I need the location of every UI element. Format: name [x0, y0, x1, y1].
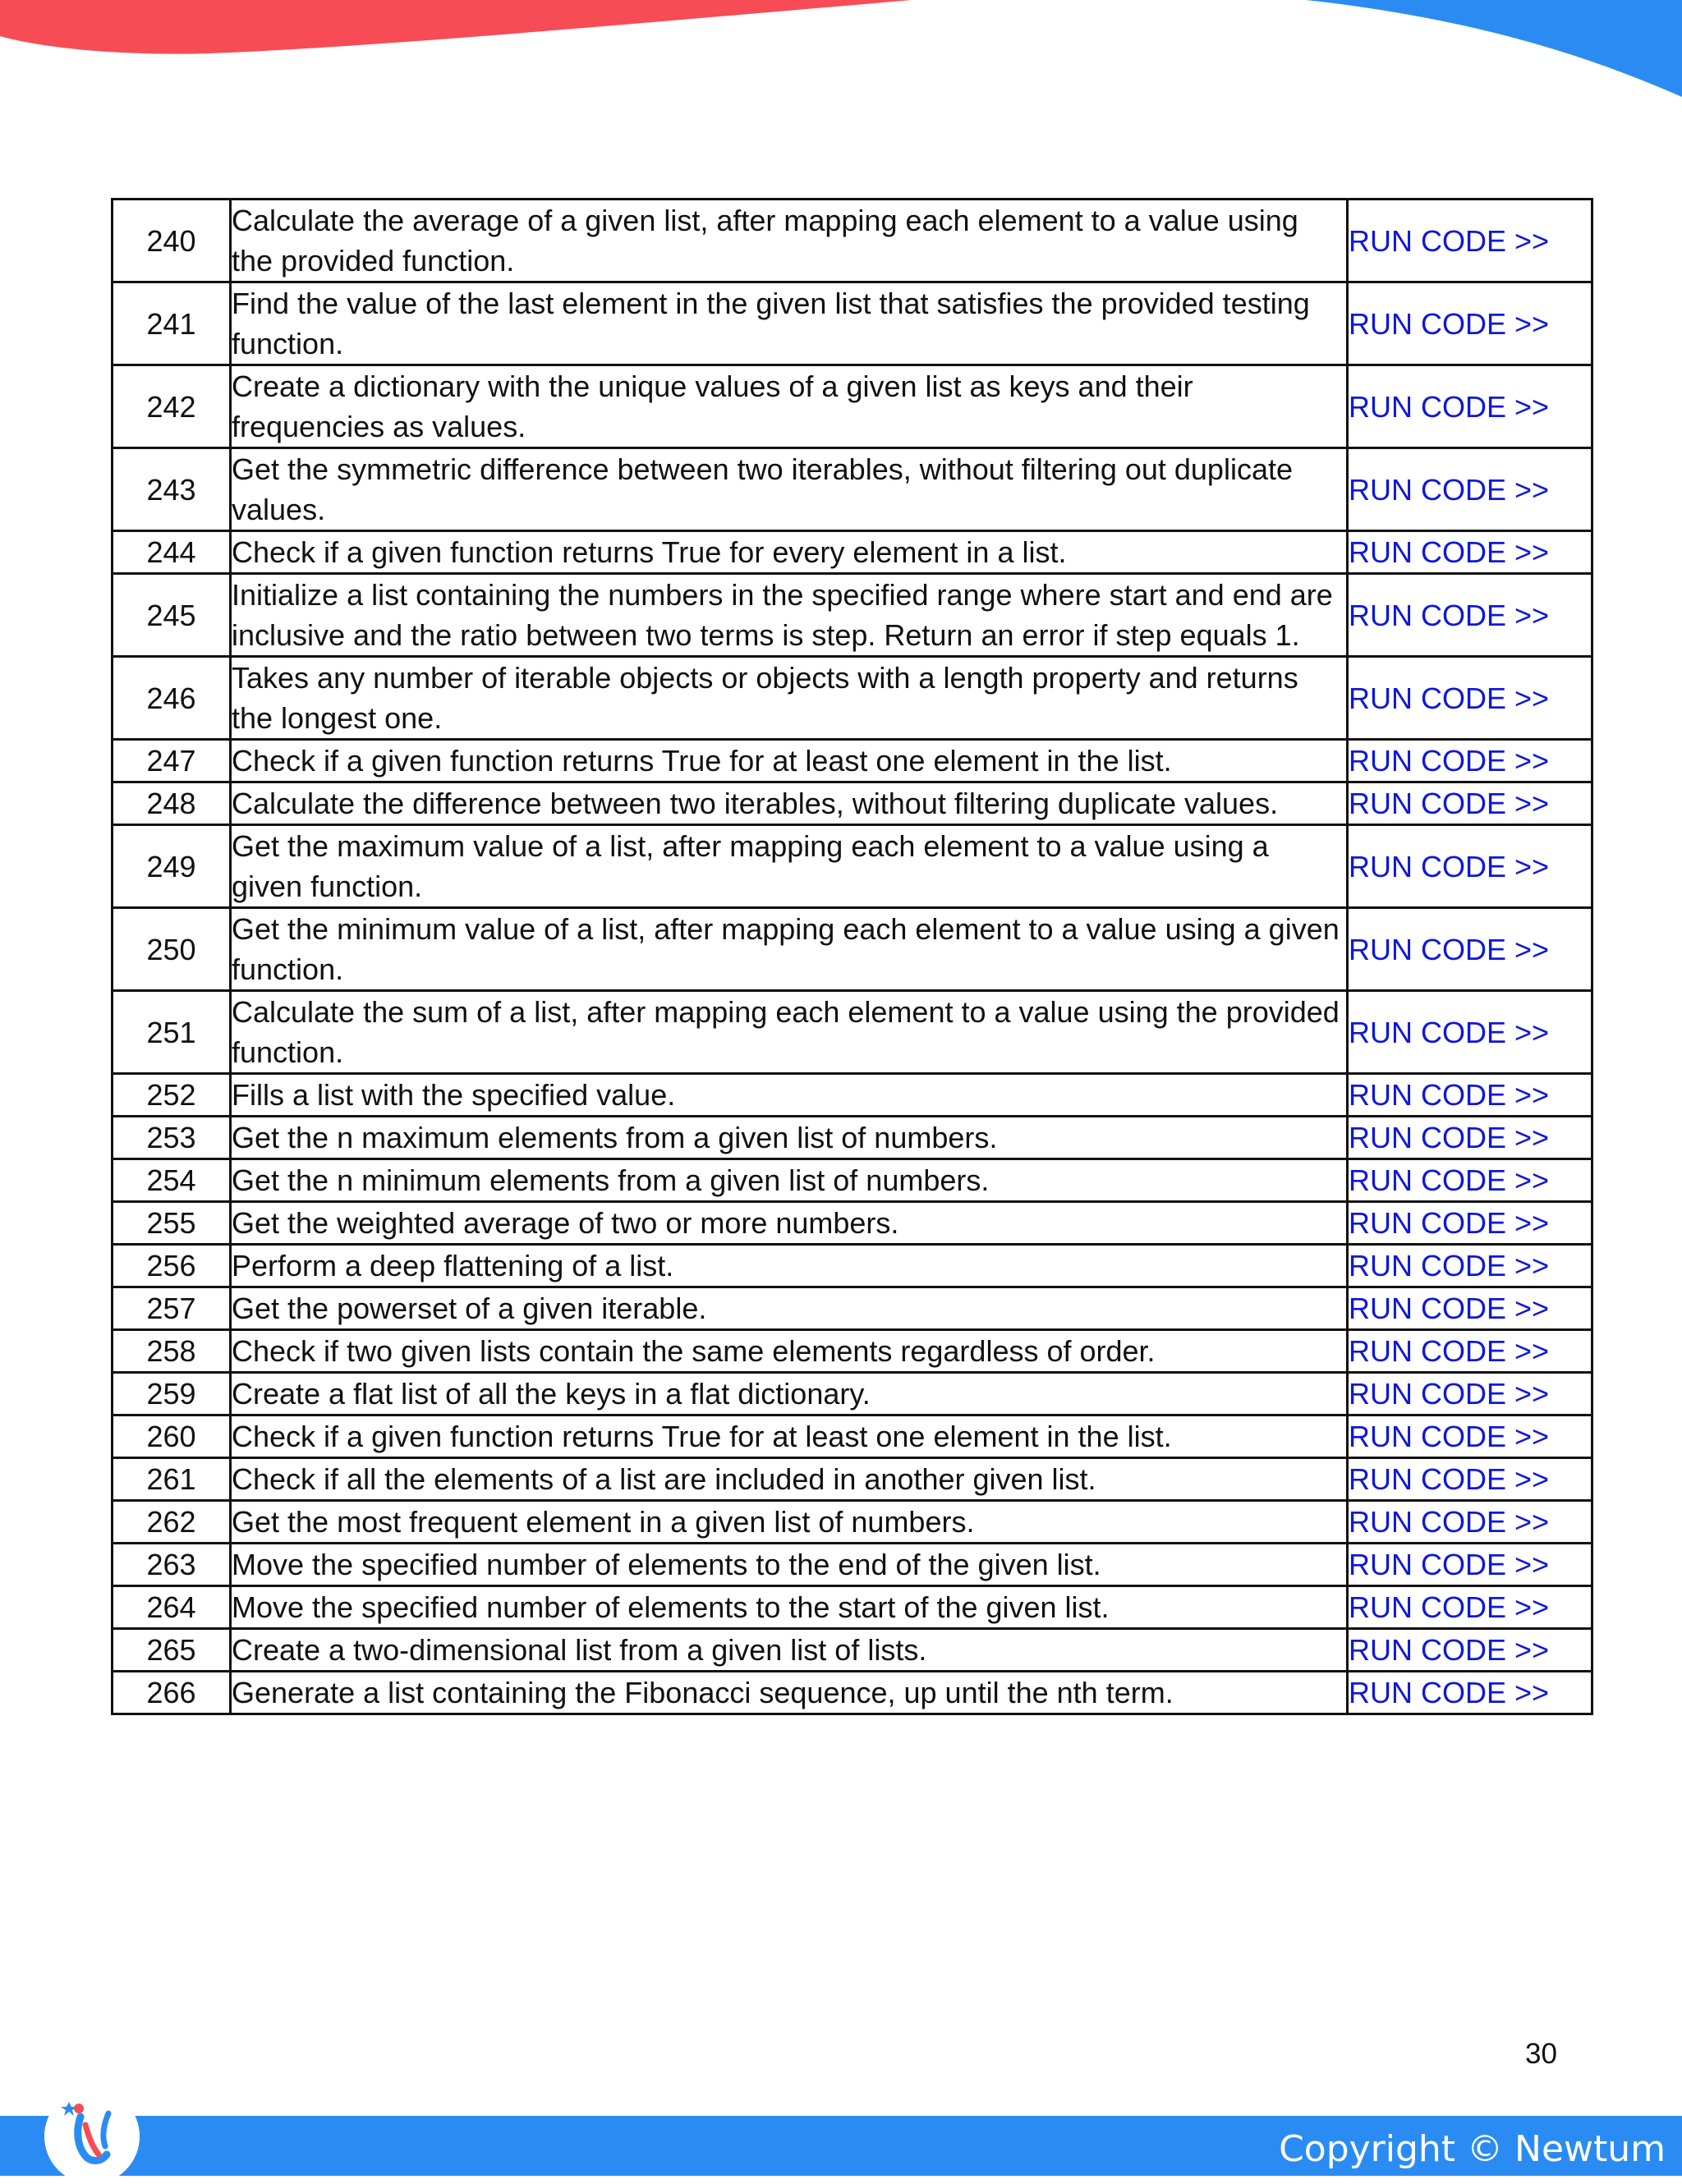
- row-number: 242: [113, 365, 231, 448]
- table-row: [113, 1330, 1592, 1373]
- run-code-link[interactable]: RUN CODE >>: [1348, 1629, 1592, 1672]
- row-number: 245: [113, 574, 231, 657]
- row-description: Check if a given function returns True for every element in a list.: [231, 531, 1348, 574]
- run-code-link[interactable]: RUN CODE >>: [1348, 1159, 1592, 1202]
- table-row: [113, 1074, 1592, 1117]
- row-number: 260: [113, 1415, 231, 1458]
- run-code-link[interactable]: RUN CODE >>: [1348, 1373, 1592, 1415]
- row-description: Perform a deep flattening of a list.: [231, 1245, 1348, 1287]
- run-code-link[interactable]: RUN CODE >>: [1348, 574, 1592, 657]
- table-row: [113, 782, 1592, 825]
- run-code-link[interactable]: RUN CODE >>: [1348, 365, 1592, 448]
- run-code-link[interactable]: RUN CODE >>: [1348, 1245, 1592, 1287]
- run-code-link[interactable]: RUN CODE >>: [1348, 740, 1592, 782]
- table-row: [113, 1117, 1592, 1159]
- run-code-link[interactable]: RUN CODE >>: [1348, 1586, 1592, 1629]
- table-row: [113, 1373, 1592, 1415]
- table-row: [113, 574, 1592, 657]
- table-row: [113, 1501, 1592, 1544]
- run-code-link[interactable]: RUN CODE >>: [1348, 782, 1592, 825]
- run-code-link[interactable]: RUN CODE >>: [1348, 1458, 1592, 1501]
- row-description: Check if a given function returns True for at least one element in the list.: [231, 740, 1348, 782]
- row-description: Get the n minimum elements from a given list of numbers.: [231, 1159, 1348, 1202]
- run-code-link[interactable]: RUN CODE >>: [1348, 825, 1592, 908]
- row-number: 264: [113, 1586, 231, 1629]
- table-row: [113, 200, 1592, 282]
- run-code-link[interactable]: RUN CODE >>: [1348, 448, 1592, 531]
- row-number: 258: [113, 1330, 231, 1373]
- row-number: 266: [113, 1672, 231, 1714]
- row-number: 263: [113, 1544, 231, 1586]
- row-number: 241: [113, 282, 231, 365]
- run-code-link[interactable]: RUN CODE >>: [1348, 1415, 1592, 1458]
- table-row: [113, 1672, 1592, 1714]
- table-row: [113, 1586, 1592, 1629]
- table-row: [113, 825, 1592, 908]
- row-description: Calculate the average of a given list, after mapping each element to a value using the provided function.: [231, 200, 1348, 282]
- row-description: Create a dictionary with the unique values of a given list as keys and their frequencies as values.: [231, 365, 1348, 448]
- run-code-link[interactable]: RUN CODE >>: [1348, 1287, 1592, 1330]
- row-description: Check if two given lists contain the same elements regardless of order.: [231, 1330, 1348, 1373]
- row-description: Fills a list with the specified value.: [231, 1074, 1348, 1117]
- table-row: [113, 1458, 1592, 1501]
- row-description: Calculate the sum of a list, after mapping each element to a value using the provided function.: [231, 991, 1348, 1074]
- page-number: 30: [1525, 2038, 1557, 2070]
- run-code-link[interactable]: RUN CODE >>: [1348, 282, 1592, 365]
- table-row: [113, 1245, 1592, 1287]
- table-row: [113, 1629, 1592, 1672]
- run-code-link[interactable]: RUN CODE >>: [1348, 991, 1592, 1074]
- newtum-logo: [44, 2089, 140, 2184]
- table-row: [113, 1159, 1592, 1202]
- row-number: 262: [113, 1501, 231, 1544]
- row-number: 247: [113, 740, 231, 782]
- row-description: Create a flat list of all the keys in a flat dictionary.: [231, 1373, 1348, 1415]
- row-description: Get the weighted average of two or more numbers.: [231, 1202, 1348, 1245]
- row-description: Get the n maximum elements from a given list of numbers.: [231, 1117, 1348, 1159]
- row-number: 257: [113, 1287, 231, 1330]
- row-description: Calculate the difference between two iterables, without filtering duplicate values.: [231, 782, 1348, 825]
- run-code-link[interactable]: RUN CODE >>: [1348, 1074, 1592, 1117]
- table-row: [113, 657, 1592, 740]
- row-number: 253: [113, 1117, 231, 1159]
- row-number: 261: [113, 1458, 231, 1501]
- table-body: [113, 200, 1592, 1714]
- row-number: 249: [113, 825, 231, 908]
- run-code-link[interactable]: RUN CODE >>: [1348, 908, 1592, 991]
- run-code-link[interactable]: RUN CODE >>: [1348, 1672, 1592, 1714]
- run-code-link[interactable]: RUN CODE >>: [1348, 531, 1592, 574]
- run-code-link[interactable]: RUN CODE >>: [1348, 1501, 1592, 1544]
- row-description: Takes any number of iterable objects or objects with a length property and returns the longest one.: [231, 657, 1348, 740]
- row-description: Move the specified number of elements to the start of the given list.: [231, 1586, 1348, 1629]
- row-description: Check if all the elements of a list are included in another given list.: [231, 1458, 1348, 1501]
- table-row: [113, 991, 1592, 1074]
- programs-table: [111, 198, 1593, 1715]
- row-description: Create a two-dimensional list from a given list of lists.: [231, 1629, 1348, 1672]
- table-row: [113, 908, 1592, 991]
- table-row: [113, 1544, 1592, 1586]
- row-number: 259: [113, 1373, 231, 1415]
- table-row: [113, 282, 1592, 365]
- row-number: 250: [113, 908, 231, 991]
- row-description: Move the specified number of elements to the end of the given list.: [231, 1544, 1348, 1586]
- run-code-link[interactable]: RUN CODE >>: [1348, 1202, 1592, 1245]
- run-code-link[interactable]: RUN CODE >>: [1348, 1330, 1592, 1373]
- row-number: 251: [113, 991, 231, 1074]
- table-row: [113, 448, 1592, 531]
- row-number: 246: [113, 657, 231, 740]
- table-row: [113, 1202, 1592, 1245]
- row-number: 255: [113, 1202, 231, 1245]
- row-number: 240: [113, 200, 231, 282]
- table-row: [113, 531, 1592, 574]
- row-description: Get the powerset of a given iterable.: [231, 1287, 1348, 1330]
- row-number: 248: [113, 782, 231, 825]
- run-code-link[interactable]: RUN CODE >>: [1348, 200, 1592, 282]
- row-description: Get the symmetric difference between two iterables, without filtering out duplicate values.: [231, 448, 1348, 531]
- table-row: [113, 1415, 1592, 1458]
- table-row: [113, 365, 1592, 448]
- run-code-link[interactable]: RUN CODE >>: [1348, 1544, 1592, 1586]
- row-description: Check if a given function returns True for at least one element in the list.: [231, 1415, 1348, 1458]
- row-number: 243: [113, 448, 231, 531]
- row-number: 254: [113, 1159, 231, 1202]
- row-description: Get the most frequent element in a given list of numbers.: [231, 1501, 1348, 1544]
- row-description: Initialize a list containing the numbers in the specified range where start and end are inclusive and the ratio between two terms is step. Return an error if step equals 1.: [231, 574, 1348, 657]
- row-description: Get the minimum value of a list, after mapping each element to a value using a given function.: [231, 908, 1348, 991]
- row-number: 265: [113, 1629, 231, 1672]
- table-row: [113, 1287, 1592, 1330]
- row-number: 244: [113, 531, 231, 574]
- run-code-link[interactable]: RUN CODE >>: [1348, 1117, 1592, 1159]
- row-description: Get the maximum value of a list, after mapping each element to a value using a given function.: [231, 825, 1348, 908]
- top-wave-decoration: [0, 0, 1682, 107]
- row-number: 252: [113, 1074, 231, 1117]
- row-description: Generate a list containing the Fibonacci sequence, up until the nth term.: [231, 1672, 1348, 1714]
- row-description: Find the value of the last element in the given list that satisfies the provided testing function.: [231, 282, 1348, 365]
- table-row: [113, 740, 1592, 782]
- run-code-link[interactable]: RUN CODE >>: [1348, 657, 1592, 740]
- row-number: 256: [113, 1245, 231, 1287]
- copyright-text: Copyright © Newtum: [1279, 2128, 1666, 2170]
